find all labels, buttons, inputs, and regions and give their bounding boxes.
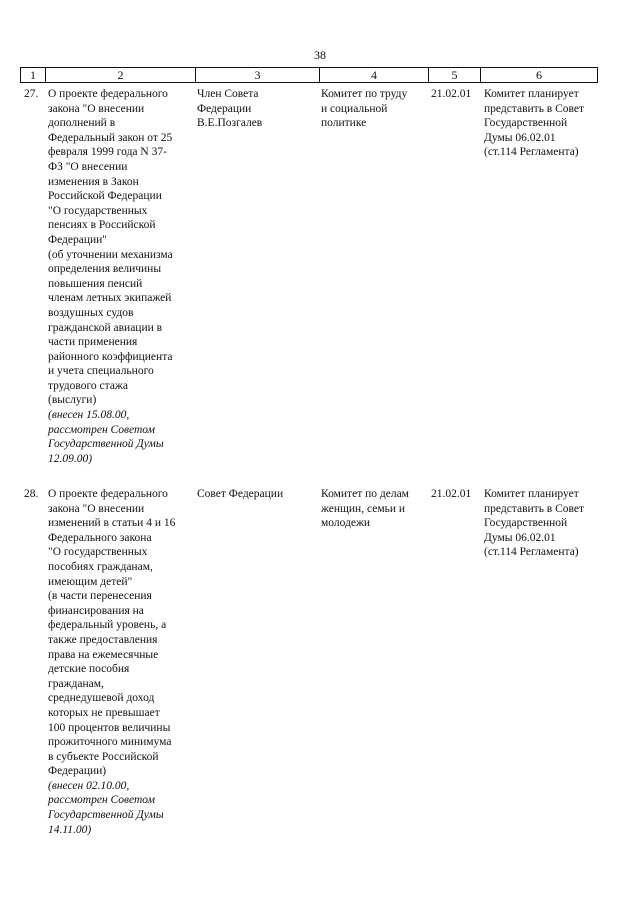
text-line: детские пособия <box>48 663 130 676</box>
text-line: повышения пенсий <box>48 277 143 290</box>
text-line: (внесен 02.10.00, <box>48 779 130 792</box>
text-line: имеющим детей" <box>48 575 133 588</box>
bill-title <box>48 87 200 408</box>
decision <box>484 87 602 160</box>
text-line: Член Совета <box>197 88 259 100</box>
text-line: и учета специального <box>48 365 154 378</box>
text-line: также предоставления <box>48 633 158 646</box>
page-number: 38 <box>314 48 326 62</box>
column-header-1: 1 <box>30 68 36 82</box>
text-line: финансирования на <box>48 604 144 617</box>
bill-title <box>48 487 200 779</box>
text-line: "О государственных <box>48 546 148 559</box>
text-line: Федерации) <box>48 765 107 778</box>
text-line: федеральный уровень, а <box>48 619 167 632</box>
bill-title-cell <box>48 487 200 837</box>
text-line: ФЗ "О внесении <box>48 160 128 173</box>
initiator <box>197 487 317 502</box>
text-line: 100 процентов величины <box>48 721 171 734</box>
text-line: Федерации <box>197 102 252 115</box>
text-line: пособиях гражданам, <box>48 560 153 573</box>
text-line: Государственной <box>484 517 568 530</box>
text-line: представить в Совет <box>484 102 585 115</box>
text-line: гражданской авиации в <box>48 321 163 334</box>
table-header-row <box>20 67 598 83</box>
text-line: молодежи <box>321 517 371 530</box>
text-line: членам летных экипажей <box>48 292 172 305</box>
text-line: (об уточнении механизма <box>48 248 173 261</box>
committee <box>321 87 433 131</box>
text-line: Думы 06.02.01 <box>484 131 556 144</box>
text-line: (выслуги) <box>48 394 97 407</box>
text-line: изменений в статьи 4 и 16 <box>48 517 176 530</box>
text-line: 12.09.00) <box>48 452 93 465</box>
committee <box>321 487 433 531</box>
text-line: Государственной <box>484 117 568 130</box>
text-line: в субъекте Российской <box>48 750 159 763</box>
text-line: прожиточного минимума <box>48 736 172 749</box>
text-line: В.Е.Позгалев <box>197 117 263 130</box>
column-header-2: 2 <box>45 68 195 82</box>
text-line: политике <box>321 117 367 130</box>
column-header-6: 6 <box>480 68 597 82</box>
text-line: "О государственных <box>48 204 148 217</box>
bill-title-cell <box>48 87 200 466</box>
column-header-4: 4 <box>319 68 428 82</box>
text-line: районного коэффициента <box>48 350 173 363</box>
text-line: Государственной Думы <box>48 438 164 451</box>
text-line: рассмотрен Советом <box>48 794 155 807</box>
text-line: Федерации" <box>48 233 108 246</box>
text-line: Федерального закона <box>48 531 152 544</box>
text-line: Государственной Думы <box>48 809 164 822</box>
initiator <box>197 87 317 131</box>
text-line: Комитет по труду <box>321 88 408 100</box>
text-line: (внесен 15.08.00, <box>48 409 130 422</box>
decision <box>484 487 602 560</box>
text-line: представить в Совет <box>484 502 585 515</box>
text-line: части применения <box>48 336 138 349</box>
text-line: Думы 06.02.01 <box>484 531 556 544</box>
column-header-5: 5 <box>428 68 480 82</box>
text-line: Российской Федерации <box>48 190 162 203</box>
date: 21.02.01 <box>431 488 472 500</box>
text-line: женщин, семьи и <box>321 502 406 515</box>
text-line: среднедушевой доход <box>48 692 155 705</box>
row-number: 28. <box>24 488 39 500</box>
text-line: пенсиях в Российской <box>48 219 156 232</box>
text-line: февраля 1999 года N 37- <box>48 146 167 159</box>
text-line: изменения в Закон <box>48 175 139 188</box>
text-line: О проекте федерального <box>48 88 168 100</box>
text-line: дополнений в <box>48 117 116 130</box>
text-line: (ст.114 Регламента) <box>484 546 579 559</box>
row-number: 27. <box>24 88 39 100</box>
text-line: которых не превышает <box>48 706 160 719</box>
text-line: О проекте федерального <box>48 488 168 500</box>
text-line: закона "О внесении <box>48 102 145 115</box>
text-line: Федеральный закон от 25 <box>48 131 173 144</box>
text-line: закона "О внесении <box>48 502 145 515</box>
text-line: (в части перенесения <box>48 590 152 603</box>
text-line: 14.11.00) <box>48 823 92 836</box>
text-line: определения величины <box>48 263 162 276</box>
text-line: права на ежемесячные <box>48 648 159 661</box>
text-line: Комитет планирует <box>484 88 579 100</box>
date: 21.02.01 <box>431 88 472 100</box>
text-line: (ст.114 Регламента) <box>484 146 579 159</box>
bill-status-note <box>48 408 200 466</box>
text-line: воздушных судов <box>48 306 134 319</box>
text-line: и социальной <box>321 102 388 115</box>
text-line: гражданам, <box>48 677 104 690</box>
bill-status-note <box>48 779 200 837</box>
text-line: Совет Федерации <box>197 488 284 500</box>
text-line: Комитет планирует <box>484 488 579 500</box>
column-header-3: 3 <box>195 68 319 82</box>
text-line: рассмотрен Советом <box>48 423 155 436</box>
text-line: Комитет по делам <box>321 488 409 500</box>
text-line: трудового стажа <box>48 379 128 392</box>
